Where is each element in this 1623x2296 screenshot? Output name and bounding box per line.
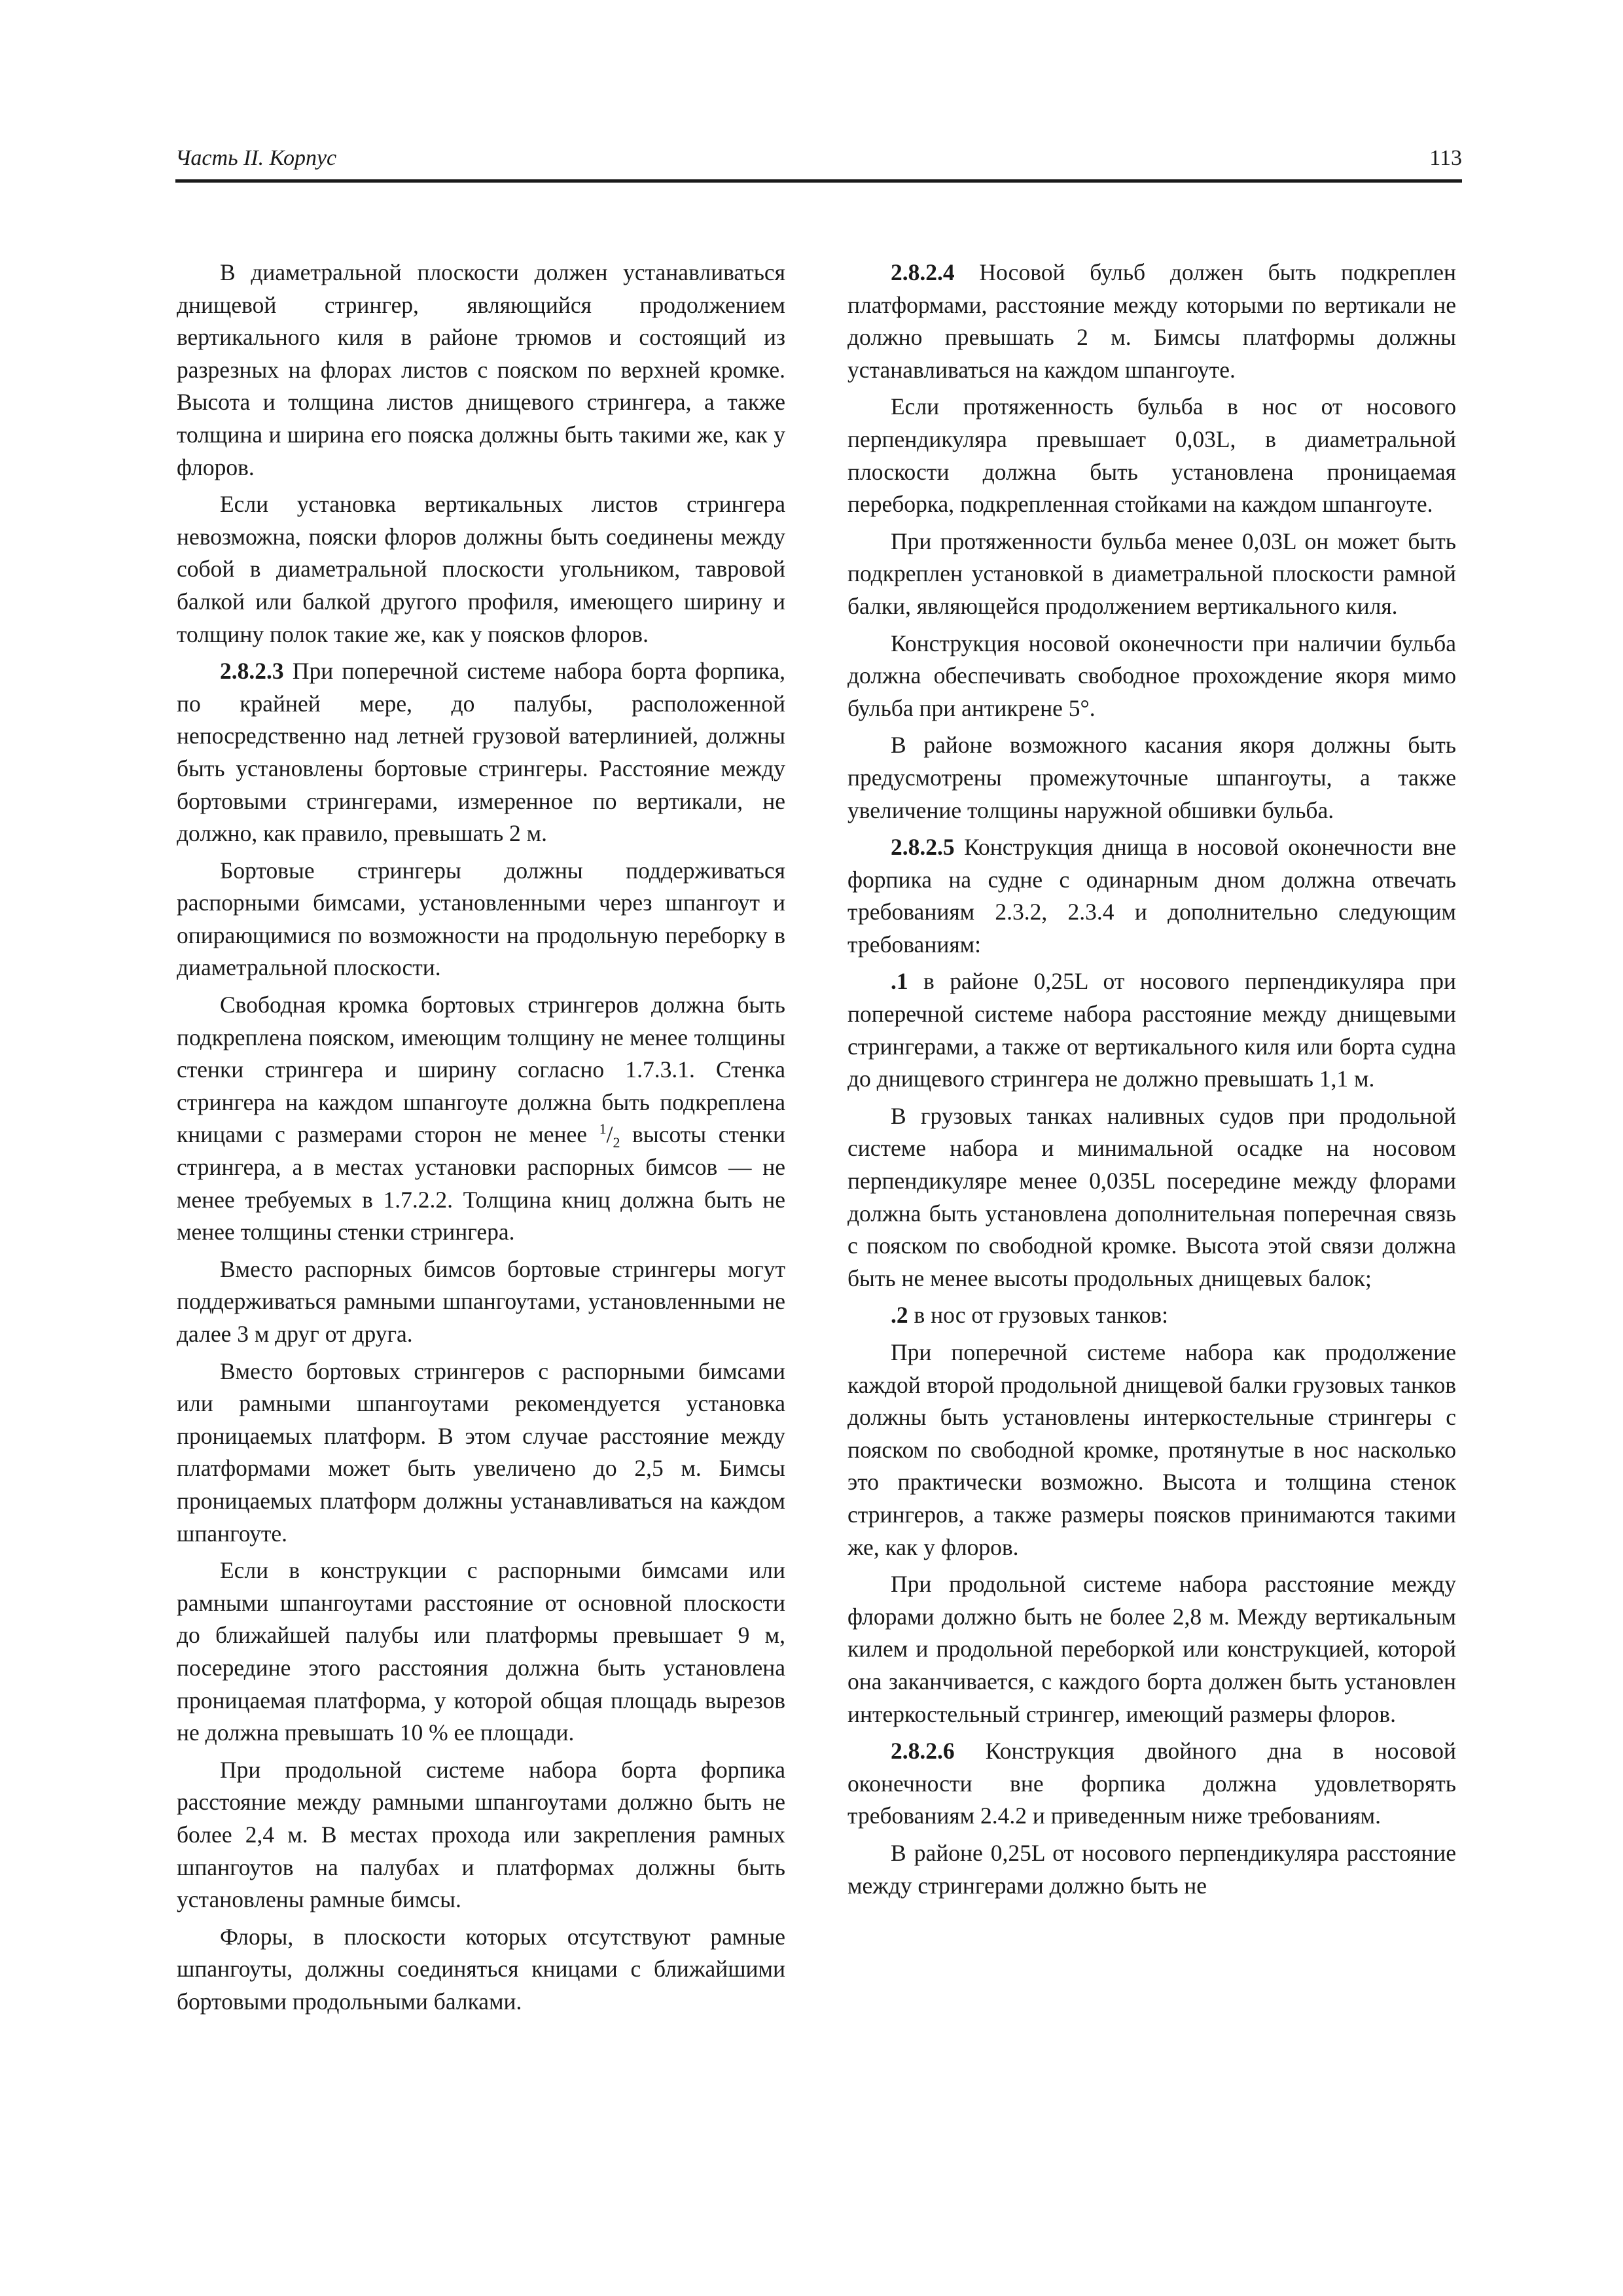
paragraph: При продольной системе набора борта форпика расстояние между рамными шпангоутами должно быть не более 2,4 м. В местах прохода или закрепления рамных шпангоутов на палубах и платформах должны быть установлены рамные бимсы. xyxy=(177,1756,785,1913)
paragraph: При поперечной системе набора как продолжение каждой второй продольной днищевой балки грузовых танков должны быть установлены интеркостельные стрингеры с пояском по свободной кромке, протянутые в нос насколько это практически возможно. Высота и толщина стенок стрингеров, а также размеры поясков принимаются такими же, как у флоров. xyxy=(847,1339,1456,1560)
paragraph: В грузовых танках наливных судов при продольной системе набора и минимальной осадке на носовом перпендикуляре менее 0,035L посередине между флорами должна быть установлена дополнительная поперечная связь с пояском по свободной кромке. Высота этой связи должна быть не менее высоты продольных днищевых балок; xyxy=(847,1102,1456,1291)
paragraph: .1 в районе 0,25L от носового перпендикуляра при поперечной системе набора расстояние между днищевыми стрингерами, а также от вертикального киля или борта судна до днищевого стрингера не должно превышать 1,1 м. xyxy=(847,968,1456,1092)
section-number: 2.8.2.6 xyxy=(891,1738,955,1765)
paragraph: 2.8.2.4 Носовой бульб должен быть подкреплен платформами, расстояние между которыми по вертикали не должно превышать 2 м. Бимсы платформы должны устанавливаться на каждом шпангоуте. xyxy=(847,259,1456,383)
running-title: Часть II. Корпус xyxy=(175,146,337,170)
fraction-one-half: $^1/_2$ xyxy=(599,1121,620,1151)
section-number: 2.8.2.3 xyxy=(220,658,284,685)
paragraph: 2.8.2.5 Конструкция днища в носовой оконечности вне форпика на судне с одинарным дном должна отвечать требованиям 2.3.2, 2.3.4 и дополнительно следующим требованиям: xyxy=(847,834,1456,958)
paragraph: Если установка вертикальных листов стрингера невозможна, пояски флоров должны быть соединены между собой в диаметральной плоскости угольником, тавровой балкой или балкой другого профиля, имеющего ширину и толщину полок такие же, как у поясков флоров. xyxy=(177,491,785,647)
item-number: .2 xyxy=(891,1302,908,1329)
left-column xyxy=(177,257,785,2022)
page-number: 113 xyxy=(1429,146,1462,170)
section-number: 2.8.2.4 xyxy=(891,259,955,285)
paragraph: При продольной системе набора расстояние между флорами должно быть не более 2,8 м. Между вертикальным килем и продольной переборкой или конструкцией, которой она заканчивается, с каждого борта должен быть установлен интеркостельный стрингер, имеющий размеры флоров. xyxy=(847,1571,1456,1727)
paragraph: Свободная кромка бортовых стрингеров должна быть подкреплена пояском, имеющим толщину не менее толщины стенки стрингера и ширину согласно 1.7.3.1. Стенка стрингера на каждом шпангоуте должна быть подкреплена кницами с размерами сторон не менее $^1/_2$ высоты стенки стрингера, а в местах установки распорных бимсов — не менее требуемых в 1.7.2.2. Толщина книц должна быть не менее толщины стенки стрингера. xyxy=(177,992,785,1246)
right-column xyxy=(847,257,1456,1907)
paragraph: В районе 0,25L от носового перпендикуляра расстояние между стрингерами должно быть не xyxy=(847,1839,1456,1899)
paragraph: Вместо распорных бимсов бортовые стрингеры могут поддерживаться рамными шпангоутами, установленными не далее 3 м друг от друга. xyxy=(177,1255,785,1347)
paragraph: .2 в нос от грузовых танков: xyxy=(891,1302,1168,1329)
paragraph: Вместо бортовых стрингеров с распорными бимсами или рамными шпангоутами рекомендуется установка проницаемых платформ. В этом случае расстояние между платформами может быть увеличено до 2,5 м. Бимсы проницаемых платформ должны устанавливаться на каждом шпангоуте. xyxy=(177,1357,785,1547)
paragraph: Если протяженность бульба в нос от носового перпендикуляра превышает 0,03L, в диаметральной плоскости должна быть установлена проницаемая переборка, подкрепленная стойками на каждом шпангоуте. xyxy=(847,393,1456,518)
paragraph: Флоры, в плоскости которых отсутствуют рамные шпангоуты, должны соединяться кницами с ближайшими бортовыми продольными балками. xyxy=(177,1923,785,2015)
paragraph: В районе возможного касания якоря должны быть предусмотрены промежуточные шпангоуты, а также увеличение толщины наружной обшивки бульба. xyxy=(847,732,1456,823)
paragraph: Конструкция носовой оконечности при наличии бульба должна обеспечивать свободное прохождение якоря мимо бульба при антикрене 5°. xyxy=(847,630,1456,721)
paragraph: Бортовые стрингеры должны поддерживаться распорными бимсами, установленными через шпангоут и опирающимися по возможности на продольную переборку в диаметральной плоскости. xyxy=(177,857,785,981)
paragraph: 2.8.2.6 Конструкция двойного дна в носовой оконечности вне форпика должна удовлетворять требованиям 2.4.2 и приведенным ниже требованиям. xyxy=(847,1738,1456,1829)
paragraph: В диаметральной плоскости должен устанавливаться днищевой стрингер, являющийся продолжением вертикального киля в районе трюмов и состоящий из разрезных на флорах листов с пояском по верхней кромке. Высота и толщина листов днищевого стрингера, а также толщина и ширина его пояска должны быть такими же, как у флоров. xyxy=(177,259,785,480)
section-number: 2.8.2.5 xyxy=(891,834,955,861)
paragraph: При протяженности бульба менее 0,03L он может быть подкреплен установкой в диаметральной плоскости рамной балки, являющейся продолжением вертикального киля. xyxy=(847,528,1456,619)
item-number: .1 xyxy=(891,968,908,995)
page-header xyxy=(175,143,1462,183)
paragraph: Если в конструкции с распорными бимсами или рамными шпангоутами расстояние от основной плоскости до ближайшей палубы или платформы превышает 9 м, посередине этого расстояния должна быть установлена проницаемая платформа, у которой общая площадь вырезов не должна превышать 10 % ее площади. xyxy=(177,1557,785,1746)
paragraph: 2.8.2.3 При поперечной системе набора борта форпика, по крайней мере, до палубы, расположенной непосредственно над летней грузовой ватерлинией, должны быть установлены бортовые стрингеры. Расстояние между бортовыми стрингерами, измеренное по вертикали, не должно, как правило, превышать 2 м. xyxy=(177,658,785,847)
